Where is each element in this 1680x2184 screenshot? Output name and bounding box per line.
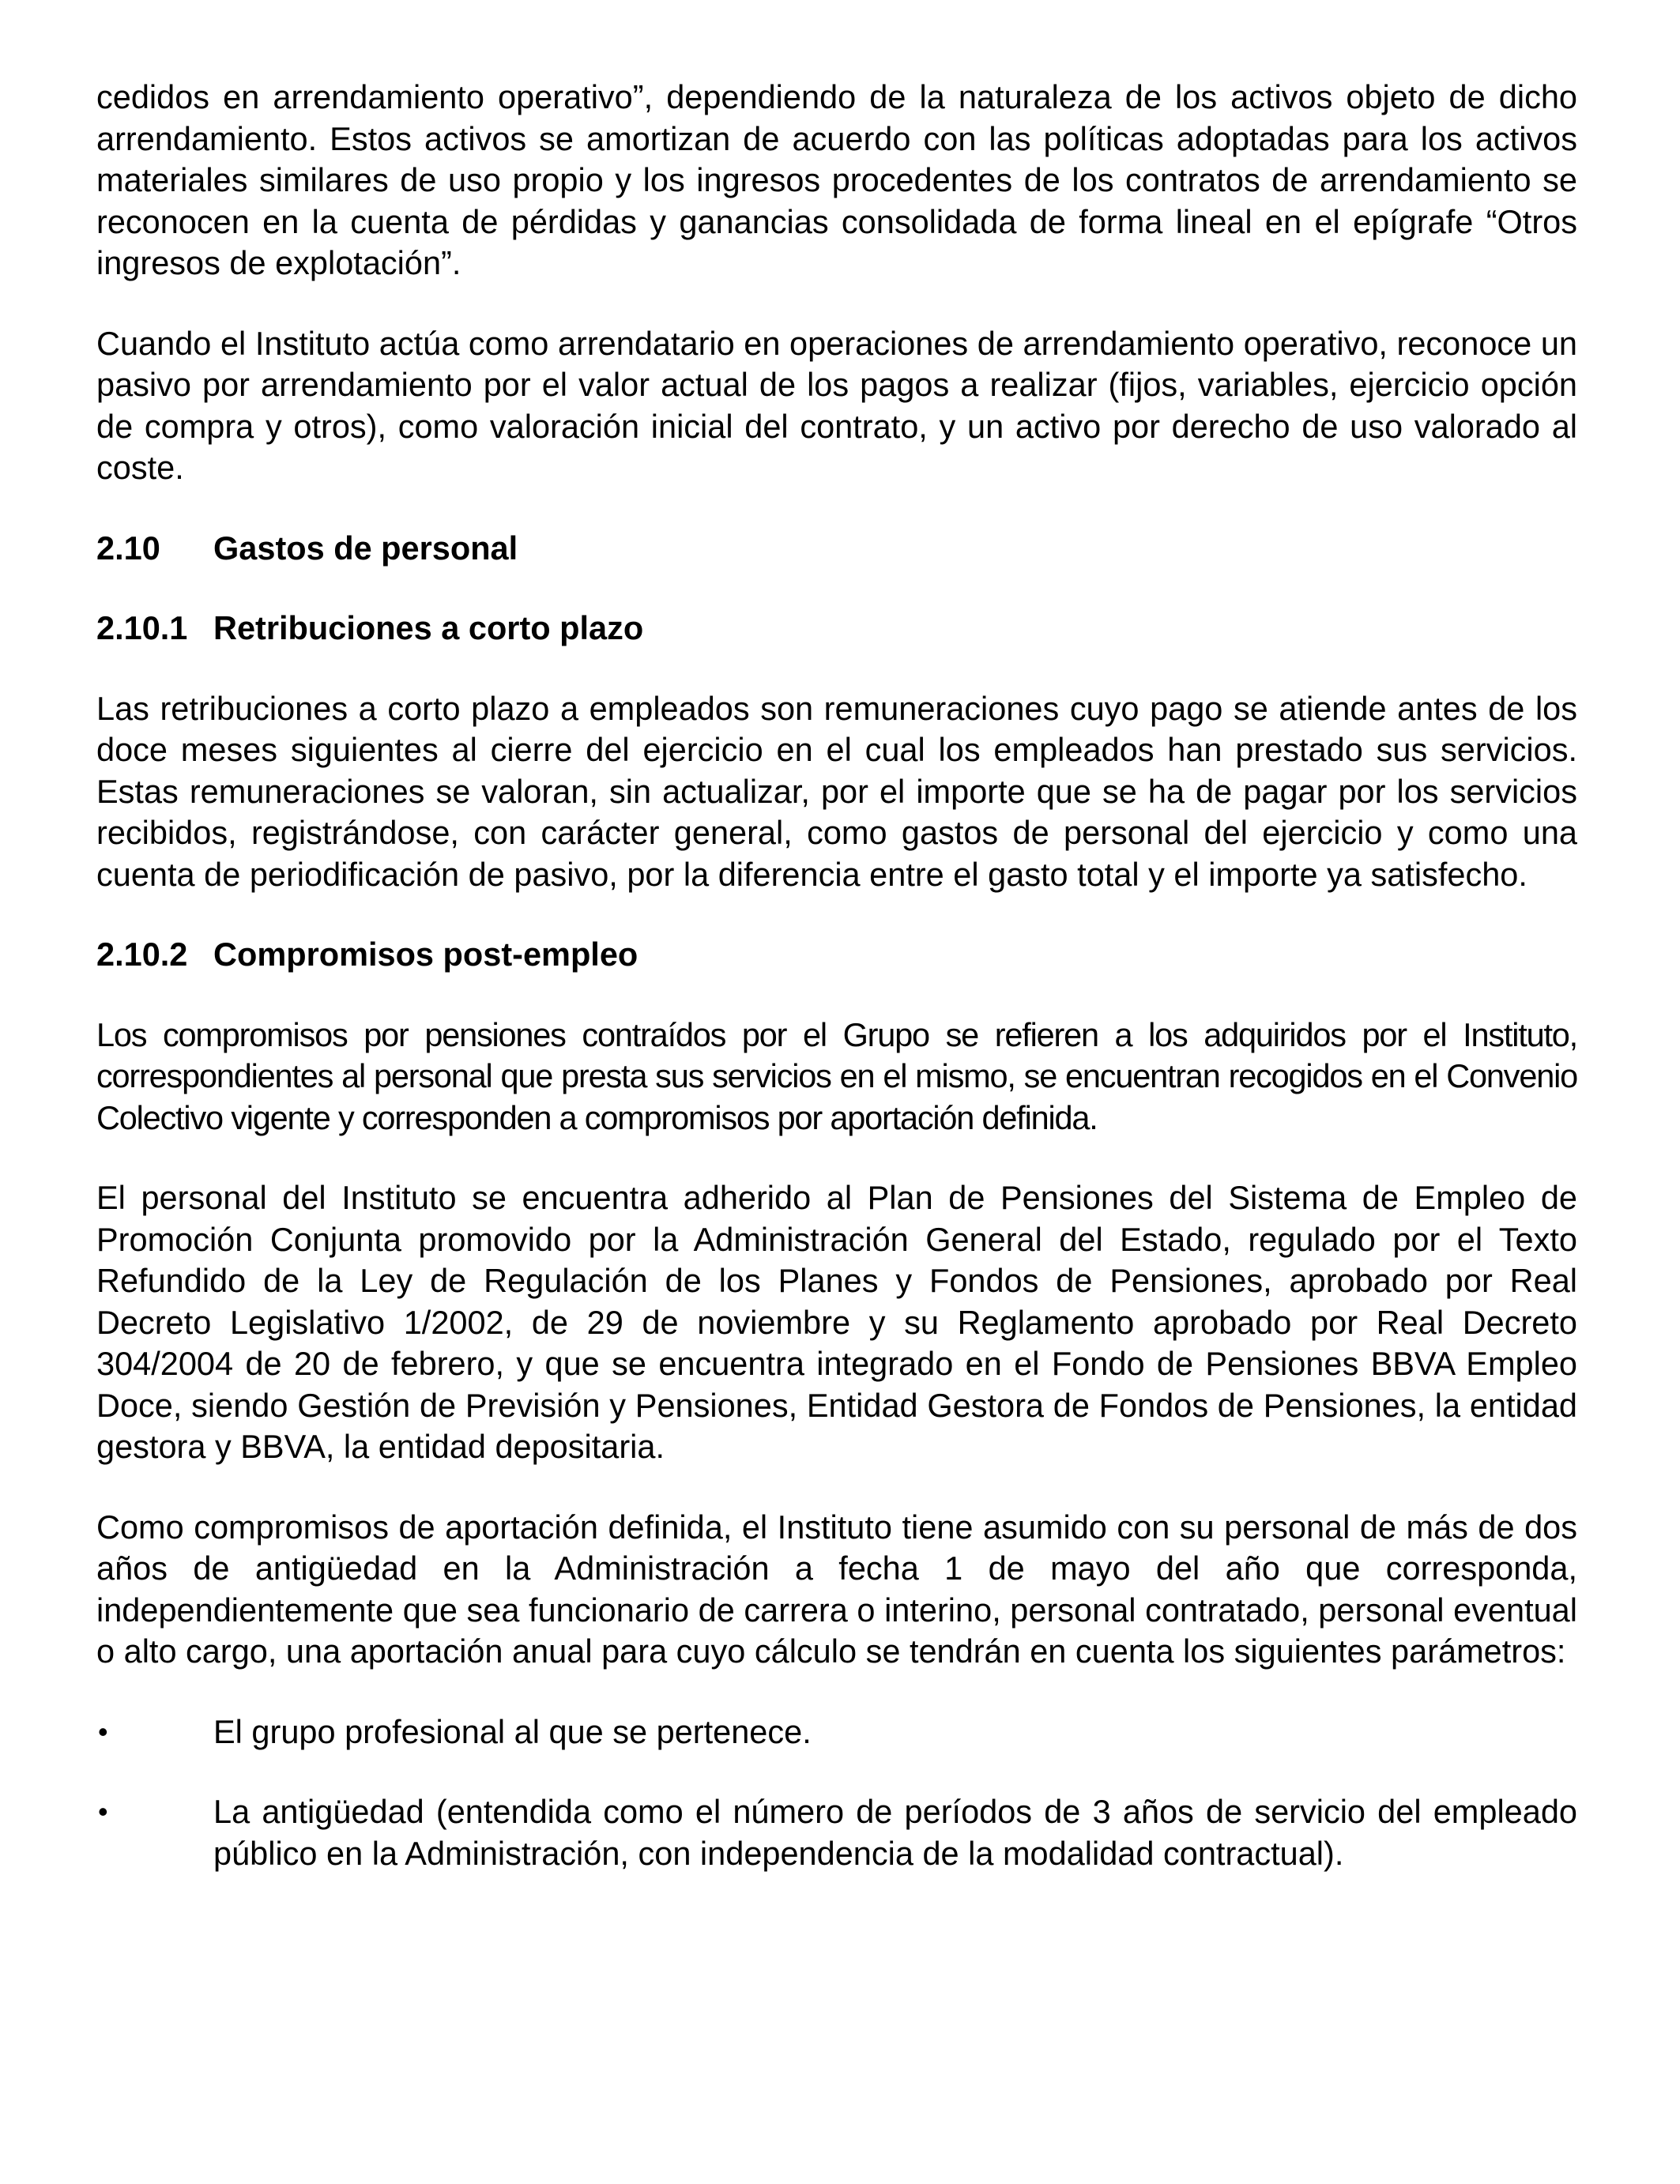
bullet-icon: • [98, 1715, 108, 1748]
list-item [96, 1791, 1577, 1874]
paragraph-pension-plan: El personal del Instituto se encuentra adherido al Plan de Pensiones del Sistema de Empleo de Promoción Conjunta promovido por la Administración General del Estado, regulado por el Texto Refundido de la Ley de Regulación de los Planes y Fondos de Pensiones, aprobado por Real Decreto Legislativo 1/2002, de 29 de noviembre y su Reglamento aprobado por Real Decreto 304/2004 de 20 de febrero, y que se encuentra integrado en el Fondo de Pensiones BBVA Empleo Doce, siendo Gestión de Previsión y Pensiones, Entidad Gestora de Fondos de Pensiones, la entidad gestora y BBVA, la entidad depositaria. [96, 1179, 1577, 1465]
bullet-icon: • [98, 1795, 108, 1828]
paragraph-lessee-operations: Cuando el Instituto actúa como arrendatario en operaciones de arrendamiento operativo, reconoce un pasivo por arrendamiento por el valor actual de los pagos a realizar (fijos, variables, ejercicio opción de compra y otros), como valoración inicial del contrato, y un activo por derecho de uso valorado al coste. [96, 324, 1577, 486]
section-title: Gastos de personal [213, 529, 518, 567]
paragraph-operating-lease-assets: cedidos en arrendamiento operativo”, dependiendo de la naturaleza de los activos objeto de dicho arrendamiento. Estos activos se amortizan de acuerdo con las políticas adoptadas para los activos materiales similares de uso propio y los ingresos procedentes de los contratos de arrendamiento se reconocen en la cuenta de pérdidas y ganancias consolidada de forma lineal en el epígrafe “Otros ingresos de explotación”. [96, 78, 1577, 281]
paragraph-pension-commitments: Los compromisos por pensiones contraídos por el Grupo se refieren a los adquiridos por el Instituto, correspondientes al personal que presta sus servicios en el mismo, se encuentran recogidos en el Convenio Colectivo vigente y corresponden a compromisos por aportación definida. [96, 1015, 1577, 1136]
list-item-text: El grupo profesional al que se pertenece. [213, 1712, 812, 1750]
document-page [96, 77, 1577, 1913]
list-item [96, 1711, 1577, 1753]
section-title: Retribuciones a corto plazo [213, 609, 644, 646]
paragraph-defined-contribution: Como compromisos de aportación definida, el Instituto tiene asumido con su personal de más de dos años de antigüedad en la Administración a fecha 1 de mayo del año que corresponda, independientemente que sea funcionario de carrera o interino, personal contratado, personal eventual o alto cargo, una aportación anual para cuyo cálculo se tendrán en cuenta los siguientes parámetros: [96, 1508, 1577, 1670]
section-title: Compromisos post-empleo [213, 936, 638, 973]
section-number: 2.10.2 [96, 936, 188, 973]
section-number: 2.10.1 [96, 609, 188, 646]
list-item-text: La antigüedad (entendida como el número de períodos de 3 años de servicio del empleado público en la Administración, con independencia de la modalidad contractual). [213, 1793, 1577, 1872]
paragraph-short-term-remuneration: Las retribuciones a corto plazo a empleados son remuneraciones cuyo pago se atiende antes de los doce meses siguientes al cierre del ejercicio en el cual los empleados han prestado sus servicios. Estas remuneraciones se valoran, sin actualizar, por el importe que se ha de pagar por los servicios recibidos, registrándose, con carácter general, como gastos de personal del ejercicio y como una cuenta de periodificación de pasivo, por la diferencia entre el gasto total y el importe ya satisfecho. [96, 689, 1577, 893]
section-heading-2-10 [96, 528, 1577, 570]
section-heading-2-10-1 [96, 608, 1577, 650]
section-heading-2-10-2 [96, 934, 1577, 976]
parameters-list [96, 1711, 1577, 1875]
section-number: 2.10 [96, 529, 160, 567]
